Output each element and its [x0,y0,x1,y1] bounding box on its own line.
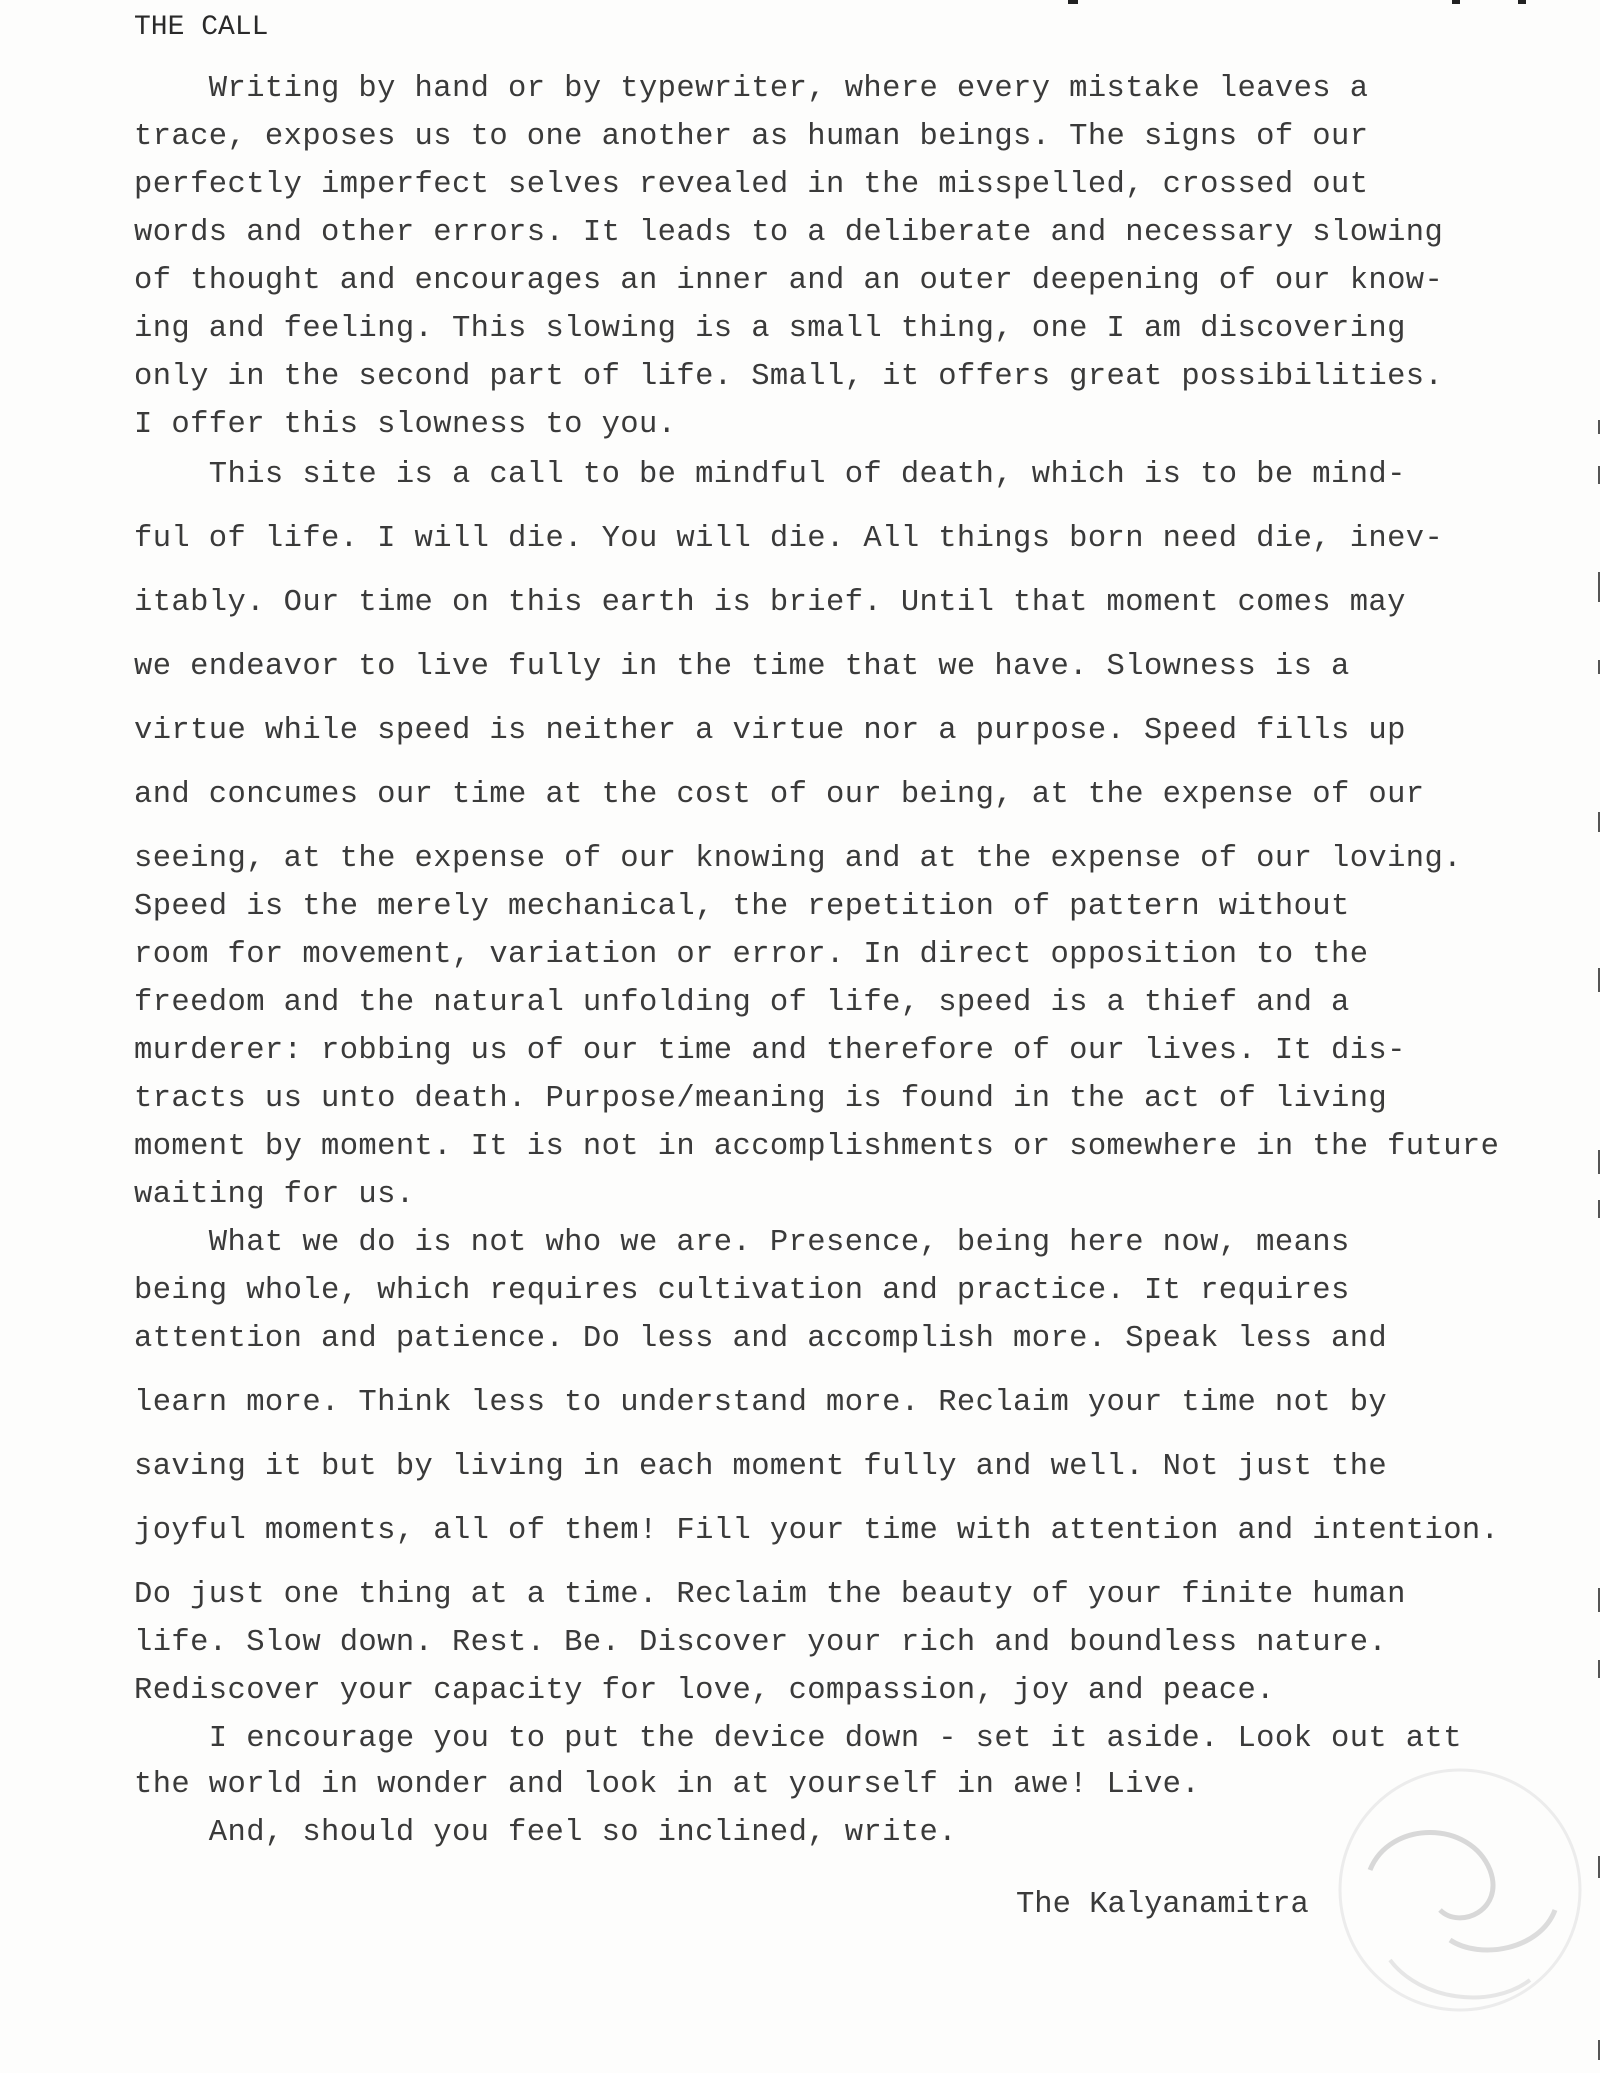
text-line: saving it but by living in each moment fully and well. Not just the [134,1450,1388,1484]
text-line: perfectly imperfect selves revealed in the misspelled, crossed out [134,168,1369,202]
text-line: murderer: robbing us of our time and therefore of our lives. It dis- [134,1034,1406,1068]
text-line: trace, exposes us to one another as human beings. The signs of our [134,120,1369,154]
text-line: ful of life. I will die. You will die. All things born need die, inev- [134,522,1444,556]
top-edge-mark [1068,0,1078,4]
seal-emblem [1330,1760,1590,2020]
text-line: ing and feeling. This slowing is a small thing, one I am discovering [134,312,1406,346]
text-line: only in the second part of life. Small, it offers great possibilities. [134,360,1444,394]
text-line: the world in wonder and look in at yourself in awe! Live. [134,1768,1201,1802]
text-line: Speed is the merely mechanical, the repetition of pattern without [134,890,1350,924]
text-line: learn more. Think less to understand more. Reclaim your time not by [134,1386,1388,1420]
text-line: life. Slow down. Rest. Be. Discover your rich and boundless nature. [134,1626,1388,1660]
text-line: What we do is not who we are. Presence, being here now, means [134,1226,1350,1260]
text-line: and concumes our time at the cost of our being, at the expense of our [134,778,1425,812]
text-line: waiting for us. [134,1178,415,1212]
text-line: I encourage you to put the device down - set it aside. Look out att [134,1722,1462,1756]
page-title: THE CALL [134,12,269,43]
text-line: itably. Our time on this earth is brief. Until that moment comes may [134,586,1406,620]
text-line: joyful moments, all of them! Fill your time with attention and intention. [134,1514,1500,1548]
top-edge-mark [1518,0,1526,4]
text-line: Writing by hand or by typewriter, where every mistake leaves a [134,72,1369,106]
top-edge-mark [1452,0,1460,4]
text-line: seeing, at the expense of our knowing and at the expense of our loving. [134,842,1462,876]
text-line: tracts us unto death. Purpose/meaning is found in the act of living [134,1082,1388,1116]
text-line: being whole, which requires cultivation and practice. It requires [134,1274,1350,1308]
signature: The Kalyanamitra [1016,1888,1309,1922]
text-line: attention and patience. Do less and accomplish more. Speak less and [134,1322,1388,1356]
text-line: Do just one thing at a time. Reclaim the beauty of your finite human [134,1578,1406,1612]
text-line: Rediscover your capacity for love, compassion, joy and peace. [134,1674,1275,1708]
text-line: I offer this slowness to you. [134,408,677,442]
text-line: of thought and encourages an inner and an outer deepening of our know- [134,264,1444,298]
text-line: freedom and the natural unfolding of life, speed is a thief and a [134,986,1350,1020]
text-line: virtue while speed is neither a virtue nor a purpose. Speed fills up [134,714,1406,748]
text-line: words and other errors. It leads to a deliberate and necessary slowing [134,216,1444,250]
text-line: room for movement, variation or error. In direct opposition to the [134,938,1369,972]
text-line: we endeavor to live fully in the time that we have. Slowness is a [134,650,1350,684]
text-line: And, should you feel so inclined, write. [134,1816,957,1850]
text-line: This site is a call to be mindful of death, which is to be mind- [134,458,1406,492]
text-line: moment by moment. It is not in accomplishments or somewhere in the future [134,1130,1500,1164]
